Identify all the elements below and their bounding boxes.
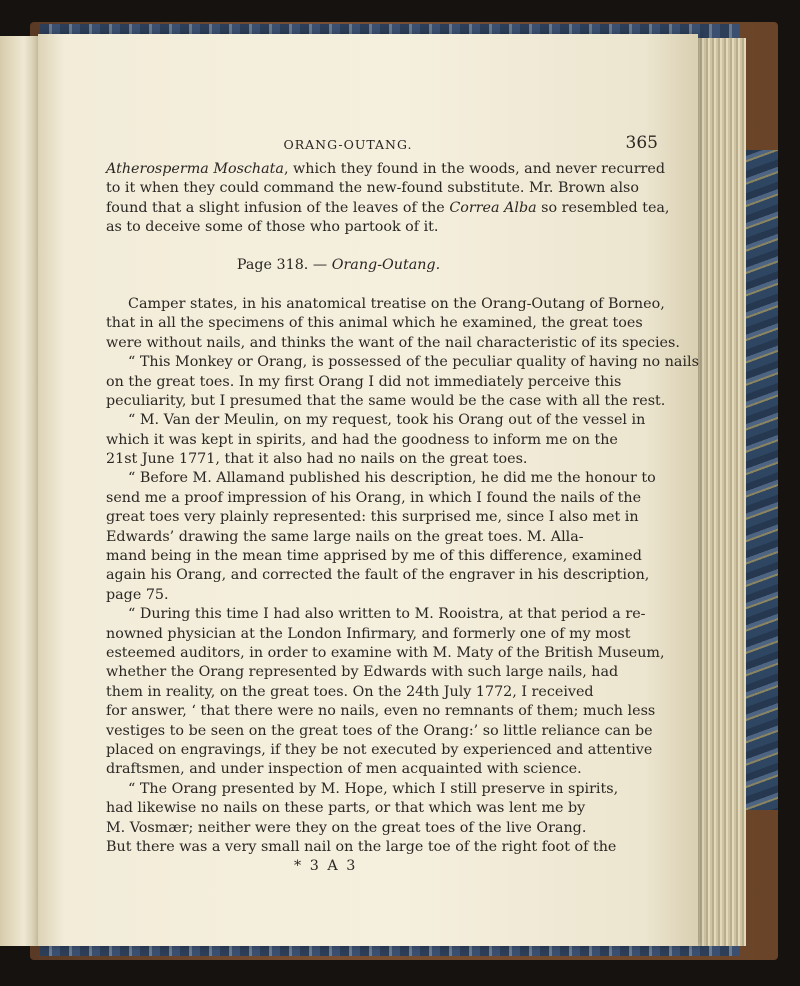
- text-block: [106, 160, 699, 877]
- text-line: to it when they could command the new-found substitute. Mr. Brown also: [106, 180, 639, 197]
- text-line: Atherosperma Moschata, which they found in the woods, and never recurred: [106, 161, 665, 177]
- text-line: that in all the specimens of this animal which he examined, the great toes: [106, 315, 643, 332]
- italic-term: Correa Alba: [449, 199, 537, 216]
- text-line: nowned physician at the London Infirmary, and formerly one of my most: [106, 625, 631, 642]
- text-line: were without nails, and thinks the want of the nail characteristic of its species.: [106, 334, 680, 351]
- text-line: “ During this time I had also written to M. Rooistra, at that period a re-: [128, 606, 646, 623]
- text-line: peculiarity, but I presumed that the same would be the case with all the rest.: [106, 392, 666, 409]
- text-line: vestiges to be seen on the great toes of the Orang:’ so little reliance can be: [106, 722, 653, 739]
- text-line: “ This Monkey or Orang, is possessed of the peculiar quality of having no nails: [128, 354, 699, 371]
- section-heading: Page 318. — Orang-Outang.: [236, 256, 441, 273]
- text-line: send me a proof impression of his Orang, in which I found the nails of the: [106, 489, 642, 506]
- signature-mark: * 3 A 3: [294, 858, 358, 875]
- text-line: But there was a very small nail on the large toe of the right foot of the: [106, 838, 617, 855]
- text-line: “ Before M. Allamand published his description, he did me the honour to: [128, 470, 656, 487]
- text-line: placed on engravings, if they be not executed by experienced and attentive: [106, 741, 653, 758]
- text-line: had likewise no nails on these parts, or that which was lent me by: [106, 800, 586, 817]
- book-page: [38, 34, 698, 946]
- text-line: great toes very plainly represented: this surprised me, since I also met in: [106, 509, 639, 526]
- text-line: “ M. Van der Meulin, on my request, took his Orang out of the vessel in: [128, 412, 646, 429]
- text-line: whether the Orang represented by Edwards with such large nails, had: [106, 664, 619, 681]
- text-line: Camper states, in his anatomical treatise on the Orang-Outang of Borneo,: [128, 295, 665, 312]
- italic-term: Atherosperma Moschata: [106, 161, 284, 177]
- text-line: 21st June 1771, that it also had no nails on the great toes.: [106, 451, 528, 468]
- text-line: esteemed auditors, in order to examine with M. Maty of the British Museum,: [106, 644, 665, 661]
- text-line: again his Orang, and corrected the fault of the engraver in his description,: [106, 567, 650, 584]
- text-line: Edwards’ drawing the same large nails on the great toes. M. Alla-: [106, 528, 584, 545]
- running-head: ORANG-OUTANG.: [283, 137, 413, 152]
- marbled-board: [742, 150, 778, 810]
- text-line: for answer, ‘ that there were no nails, even no remnants of them; much less: [106, 703, 656, 720]
- text-line: which it was kept in spirits, and had the goodness to inform me on the: [106, 431, 618, 448]
- text-line: on the great toes. In my first Orang I did not immediately perceive this: [106, 373, 622, 390]
- page-number: 365: [625, 133, 658, 153]
- text-line: found that a slight infusion of the leaves of the Correa Alba so resembled tea,: [106, 199, 670, 216]
- text-line: “ The Orang presented by M. Hope, which I still preserve in spirits,: [128, 780, 619, 797]
- text-line: mand being in the mean time apprised by me of this difference, examined: [106, 548, 642, 565]
- text-line: page 75.: [106, 586, 169, 603]
- text-line: draftsmen, and under inspection of men acquainted with science.: [106, 761, 582, 778]
- text-line: M. Vosmær; neither were they on the great toes of the live Orang.: [106, 819, 587, 836]
- facing-page-edge: [0, 36, 40, 946]
- text-line: as to deceive some of those who partook of it.: [106, 219, 439, 236]
- text-line: them in reality, on the great toes. On the 24th July 1772, I received: [106, 683, 594, 700]
